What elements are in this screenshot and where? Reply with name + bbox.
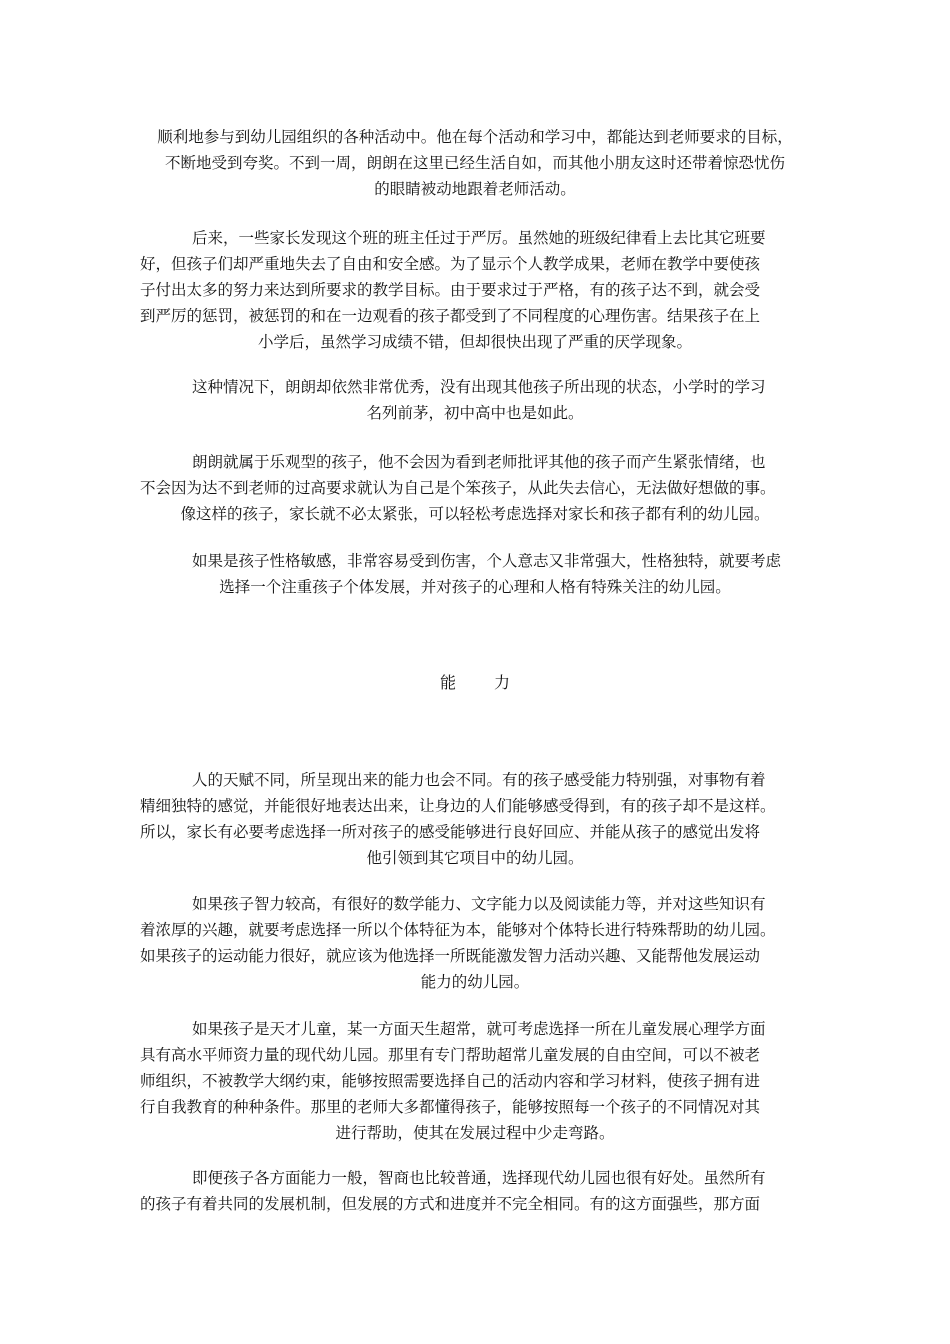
paragraph-line: 名列前茅，初中高中也是如此。 [366,404,584,422]
paragraph-line: 行自我教育的种种条件。那里的老师大多都懂得孩子，能够按照每一个孩子的不同情况对其 [140,1098,761,1116]
paragraph-line: 后来，一些家长发现这个班的班主任过于严厉。虽然她的班级纪律看上去比其它班要 [192,229,766,247]
paragraph [140,891,810,995]
paragraph-line: 这种情况下，朗朗却依然非常优秀，没有出现其他孩子所出现的状态，小学时的学习 [192,378,766,396]
paragraph-line: 如果是孩子性格敏感，非常容易受到伤害，个人意志又非常强大，性格独特，就要考虑 [192,552,782,570]
paragraph-line: 不会因为达不到老师的过高要求就认为自己是个笨孩子，从此失去信心，无法做好想做的事。 [140,479,776,497]
paragraph-line: 顺利地参与到幼儿园组织的各种活动中。他在每个活动和学习中，都能达到老师要求的目标， [157,128,793,146]
section-heading [0,670,950,696]
paragraph-line: 如果孩子智力较高，有很好的数学能力、文字能力以及阅读能力等，并对这些知识有 [192,895,766,913]
paragraph [140,124,810,202]
paragraph-line: 能力的幼儿园。 [420,973,530,991]
paragraph-line: 子付出太多的努力来达到所要求的教学目标。由于要求过于严格，有的孩子达不到，就会受 [140,281,761,299]
paragraph-line: 着浓厚的兴趣，就要考虑选择一所以个体特征为本，能够对个体特长进行特殊帮助的幼儿园。 [140,921,776,939]
heading-char: 力 [494,673,511,692]
paragraph-line: 的孩子有着共同的发展机制，但发展的方式和进度并不完全相同。有的这方面强些，那方面 [140,1195,761,1213]
paragraph-line: 师组织，不被教学大纲约束，能够按照需要选择自己的活动内容和学习材料，使孩子拥有进 [140,1072,761,1090]
paragraph-line: 的眼睛被动地跟着老师活动。 [374,180,576,198]
paragraph [140,767,810,871]
heading-char: 能 [439,673,456,692]
paragraph [140,1165,810,1217]
paragraph [140,548,810,600]
paragraph-line: 像这样的孩子，家长就不必太紧张，可以轻松考虑选择对家长和孩子都有利的幼儿园。 [180,505,770,523]
paragraph-line: 如果孩子的运动能力很好，就应该为他选择一所既能激发智力活动兴趣、又能帮他发展运动 [140,947,761,965]
paragraph-line: 朗朗就属于乐观型的孩子，他不会因为看到老师批评其他的孩子而产生紧张情绪，也 [192,453,766,471]
paragraph-line: 人的天赋不同，所呈现出来的能力也会不同。有的孩子感受能力特别强，对事物有着 [192,771,766,789]
paragraph [140,225,810,355]
paragraph-line: 小学后，虽然学习成绩不错，但却很快出现了严重的厌学现象。 [257,333,692,351]
paragraph-line: 精细独特的感觉，并能很好地表达出来，让身边的人们能够感受得到，有的孩子却不是这样。 [140,797,776,815]
paragraph-line: 好，但孩子们却严重地失去了自由和安全感。为了显示个人教学成果，老师在教学中要使孩 [140,255,761,273]
paragraph-line: 如果孩子是天才儿童，某一方面天生超常，就可考虑选择一所在儿童发展心理学方面 [192,1020,766,1038]
paragraph-line: 进行帮助，使其在发展过程中少走弯路。 [335,1124,615,1142]
paragraph-line: 具有高水平师资力量的现代幼儿园。那里有专门帮助超常儿童发展的自由空间，可以不被老 [140,1046,761,1064]
paragraph [140,449,810,527]
paragraph-line: 他引领到其它项目中的幼儿园。 [366,849,584,867]
paragraph-line: 即便孩子各方面能力一般，智商也比较普通，选择现代幼儿园也很有好处。虽然所有 [192,1169,766,1187]
paragraph [140,374,810,426]
paragraph-line: 选择一个注重孩子个体发展，并对孩子的心理和人格有特殊关注的幼儿园。 [219,578,731,596]
paragraph-line: 不断地受到夸奖。不到一周，朗朗在这里已经生活自如，而其他小朋友这时还带着惊恐忧伤 [164,154,785,172]
paragraph-line: 到严厉的惩罚，被惩罚的和在一边观看的孩子都受到了不同程度的心理伤害。结果孩子在上 [140,307,761,325]
paragraph-line: 所以，家长有必要考虑选择一所对孩子的感受能够进行良好回应、并能从孩子的感觉出发将 [140,823,761,841]
paragraph [140,1016,810,1146]
